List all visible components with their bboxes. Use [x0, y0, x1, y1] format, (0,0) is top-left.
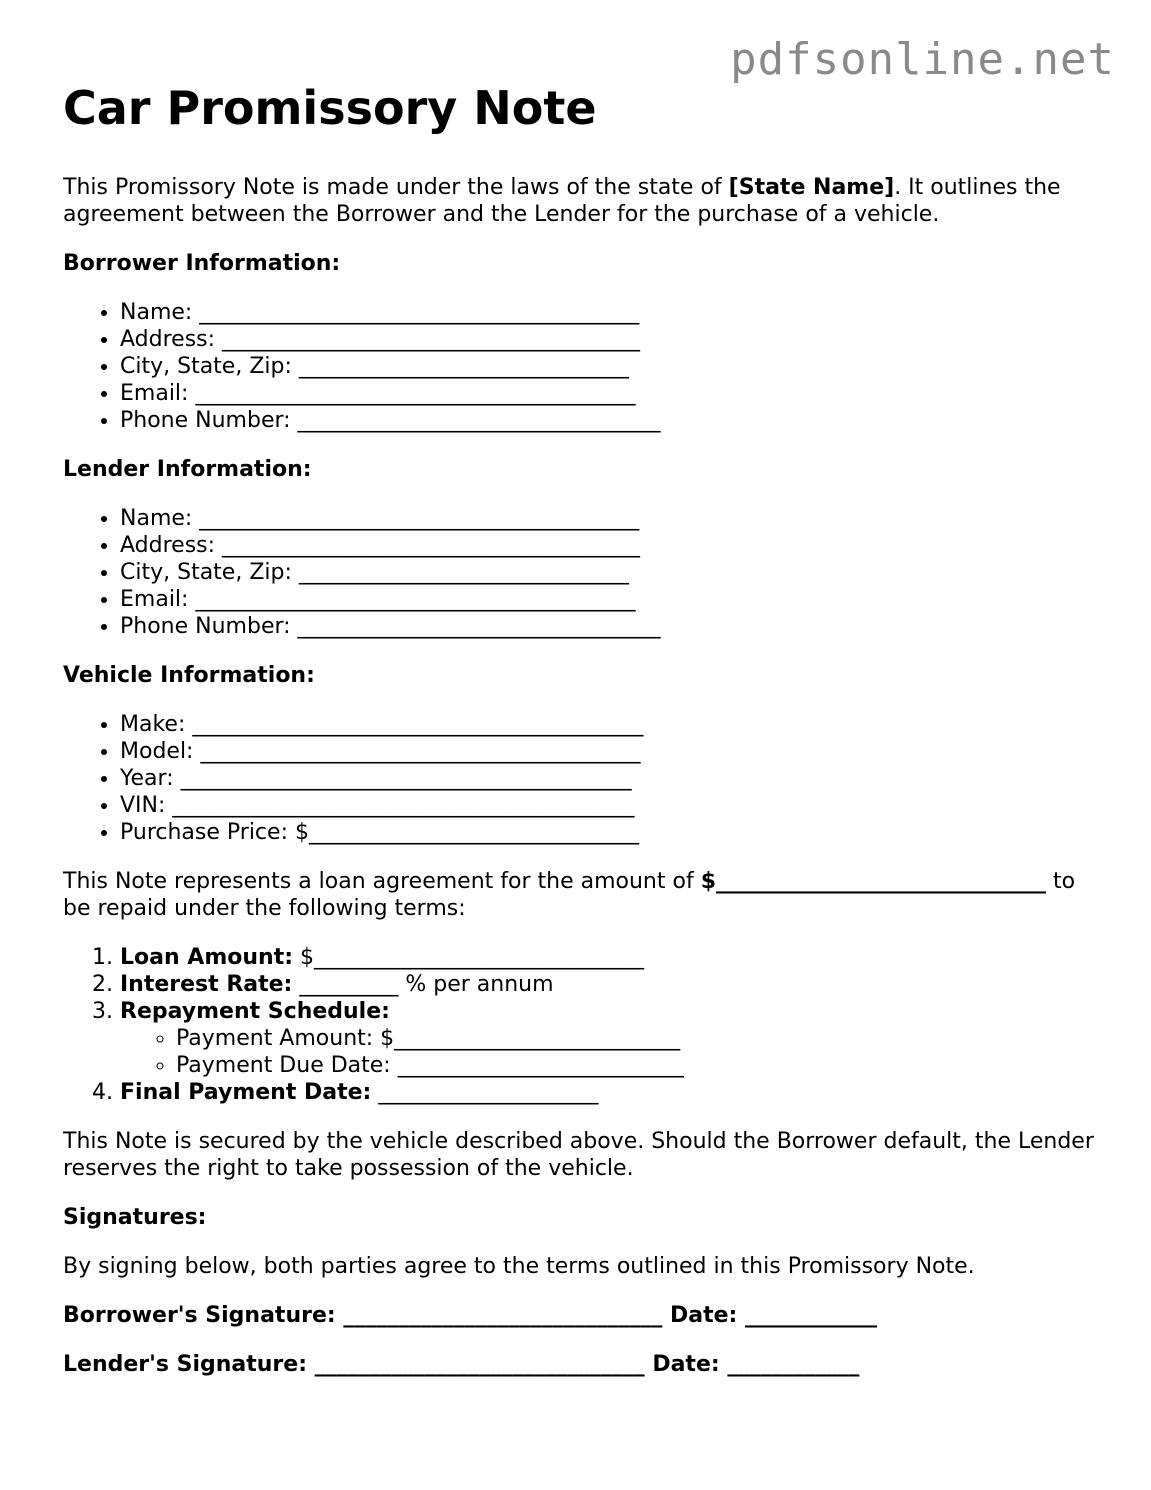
vehicle-year-field[interactable]: • Year: _________________________________________ [120, 765, 1103, 792]
borrower-name-field[interactable]: • Name: ________________________________________ [120, 299, 1103, 326]
lender-name-field[interactable]: • Name: ________________________________________ [120, 505, 1103, 532]
borrower-signature-line[interactable]: Borrower's Signature: _____________________________ Date: ____________ [63, 1303, 877, 1328]
vehicle-make-field[interactable]: • Make: _________________________________________ [120, 711, 1103, 738]
borrower-list [63, 299, 1103, 434]
lender-list [63, 505, 1103, 640]
payment-amount-field[interactable]: ◦ Payment Amount: $__________________________ [176, 1025, 1103, 1052]
document-page [63, 82, 1103, 1400]
term-interest-rate[interactable] [120, 971, 1103, 998]
term-final-payment-date[interactable] [120, 1079, 1103, 1106]
borrower-email-field[interactable]: • Email: ________________________________________ [120, 380, 1103, 407]
watermark: pdfsonline.net [730, 34, 1115, 85]
loan-amount-blank[interactable]: $______________________________ [700, 869, 1047, 894]
borrower-heading: Borrower Information: [63, 251, 341, 276]
page-title: Car Promissory Note [63, 81, 597, 135]
loan-amount-value[interactable]: $______________________________ [293, 945, 645, 970]
lender-heading: Lender Information: [63, 457, 312, 482]
borrower-city-state-zip-field[interactable]: • City, State, Zip: ______________________________ [120, 353, 1103, 380]
state-name-placeholder: [State Name] [728, 175, 895, 200]
vehicle-purchase-price-field[interactable]: • Purchase Price: $______________________________ [120, 819, 1103, 846]
intro-after: . It outlines the agreement between the Borrower and the Lender for the purchase of a vehicle. [63, 175, 1061, 227]
lender-email-field[interactable]: • Email: ________________________________________ [120, 586, 1103, 613]
term-repayment-schedule [120, 998, 1103, 1079]
borrower-address-field[interactable]: • Address: ______________________________________ [120, 326, 1103, 353]
loan-before: This Note represents a loan agreement for the amount of [63, 869, 701, 894]
lender-phone-field[interactable]: • Phone Number: _________________________________ [120, 613, 1103, 640]
loan-paragraph [63, 868, 1103, 922]
term-loan-amount[interactable] [120, 944, 1103, 971]
signatures-heading: Signatures: [63, 1205, 207, 1230]
vehicle-list [63, 711, 1103, 846]
intro-paragraph [63, 174, 1103, 228]
repayment-sublist [120, 1025, 1103, 1079]
loan-after: to be repaid under the following terms: [63, 869, 1076, 921]
payment-due-date-field[interactable]: ◦ Payment Due Date: __________________________ [176, 1052, 1103, 1079]
vehicle-model-field[interactable]: • Model: ________________________________________ [120, 738, 1103, 765]
intro-before: This Promissory Note is made under the laws of the state of [63, 175, 729, 200]
lender-signature-line[interactable]: Lender's Signature: ______________________________ Date: ____________ [63, 1352, 860, 1377]
lender-city-state-zip-field[interactable]: • City, State, Zip: ______________________________ [120, 559, 1103, 586]
interest-rate-value[interactable]: _________ % per annum [292, 972, 554, 997]
borrower-phone-field[interactable]: • Phone Number: _________________________________ [120, 407, 1103, 434]
vehicle-vin-field[interactable]: • VIN: __________________________________________ [120, 792, 1103, 819]
final-payment-label: Final Payment Date: [120, 1080, 372, 1105]
signatures-text: By signing below, both parties agree to the terms outlined in this Promissory Note. [63, 1254, 975, 1279]
security-paragraph: This Note is secured by the vehicle described above. Should the Borrower default, the Lender reserves the right to take possession of the vehicle. [63, 1129, 1094, 1181]
lender-address-field[interactable]: • Address: ______________________________________ [120, 532, 1103, 559]
repayment-schedule-label: Repayment Schedule: [120, 999, 390, 1024]
loan-amount-label: Loan Amount: [120, 945, 294, 970]
vehicle-heading: Vehicle Information: [63, 663, 315, 688]
interest-rate-label: Interest Rate: [120, 972, 293, 997]
terms-list [63, 944, 1103, 1106]
final-payment-value[interactable]: ____________________ [371, 1080, 599, 1105]
